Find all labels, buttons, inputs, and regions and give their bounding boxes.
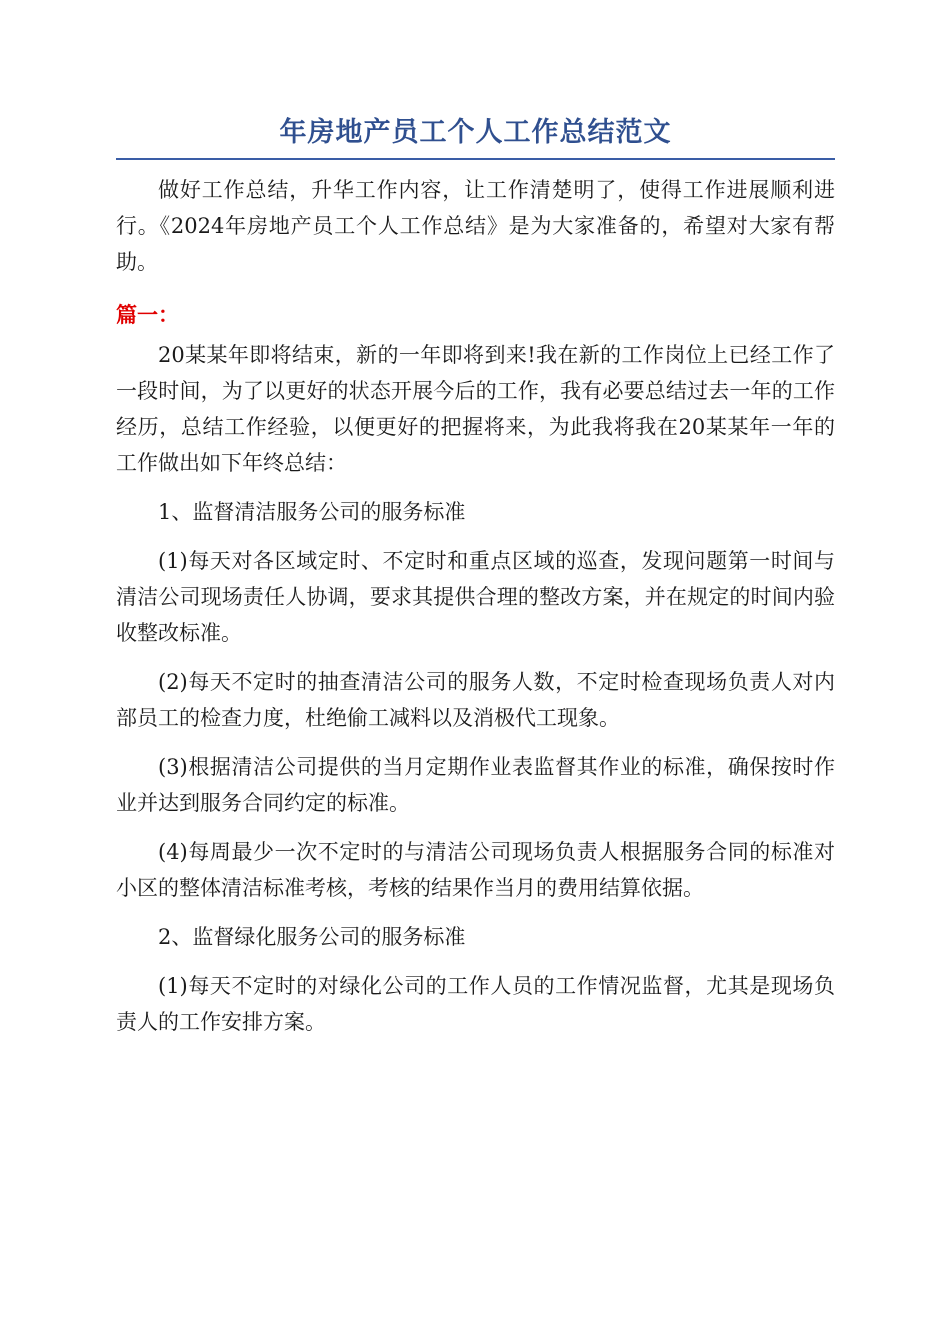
body-paragraph: (3)根据清洁公司提供的当月定期作业表监督其作业的标准，确保按时作业并达到服务合同约定的标准。 bbox=[116, 755, 835, 815]
document-title: 年房地产员工个人工作总结范文 bbox=[279, 117, 672, 148]
section-heading: 篇一： bbox=[116, 303, 179, 327]
title-underline bbox=[116, 158, 835, 160]
body-paragraph: (1)每天对各区域定时、不定时和重点区域的巡查，发现问题第一时间与清洁公司现场责任人协调，要求其提供合理的整改方案，并在规定的时间内验收整改标准。 bbox=[116, 549, 835, 645]
document-page bbox=[116, 108, 835, 1053]
body-paragraph: 20某某年即将结束，新的一年即将到来!我在新的工作岗位上已经工作了一段时间，为了以更好的状态开展今后的工作，我有必要总结过去一年的工作经历，总结工作经验，以便更好的把握将来，为此我将我在20某某年一年的工作做出如下年终总结： bbox=[116, 343, 835, 475]
intro-paragraph: 做好工作总结，升华工作内容，让工作清楚明了，使得工作进展顺利进行。《2024年房地产员工个人工作总结》是为大家准备的，希望对大家有帮助。 bbox=[116, 178, 835, 274]
body-paragraph: (4)每周最少一次不定时的与清洁公司现场负责人根据服务合同的标准对小区的整体清洁标准考核，考核的结果作当月的费用结算依据。 bbox=[116, 840, 835, 900]
body-paragraph: 2、监督绿化服务公司的服务标准 bbox=[158, 925, 466, 949]
body-paragraph: 1、监督清洁服务公司的服务标准 bbox=[158, 500, 466, 524]
body-paragraph: (1)每天不定时的对绿化公司的工作人员的工作情况监督，尤其是现场负责人的工作安排方案。 bbox=[116, 974, 835, 1034]
body-paragraph: (2)每天不定时的抽查清洁公司的服务人数，不定时检查现场负责人对内部员工的检查力度，杜绝偷工减料以及消极代工现象。 bbox=[116, 670, 835, 730]
